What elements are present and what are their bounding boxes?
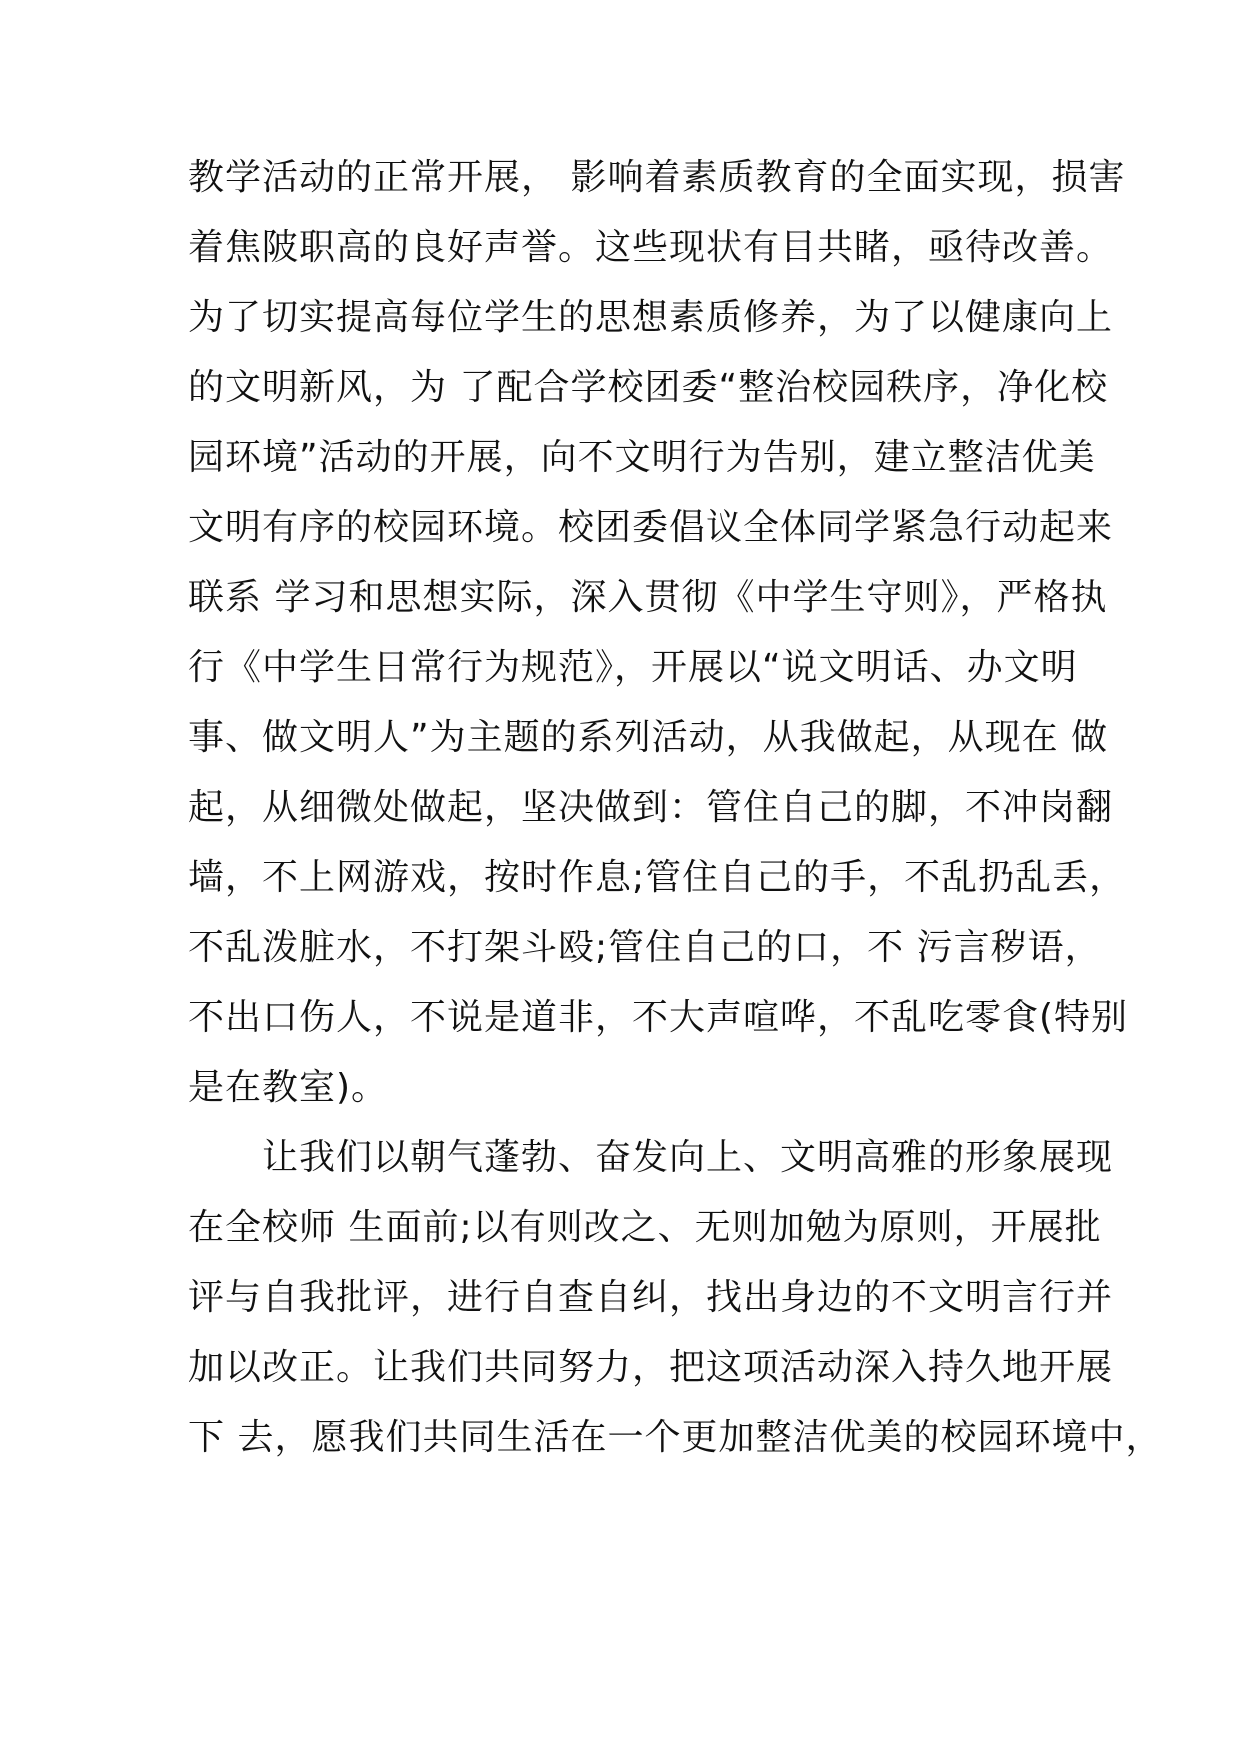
text-line: 着焦陂职高的良好声誉。这些现状有目共睹，亟待改善。	[188, 227, 1114, 268]
text-line: 联系 学习和思想实际，深入贯彻《中学生守则》，严格执	[188, 577, 1108, 618]
text-line: 教学活动的正常开展， 影响着素质教育的全面实现，损害	[188, 157, 1126, 198]
text-line: 不出口伤人，不说是道非，不大声喧哗，不乱吃零食(特别	[188, 997, 1129, 1038]
text-line: 园环境”活动的开展，向不文明行为告别，建立整洁优美	[188, 437, 1096, 478]
text-line: 的文明新风，为 了配合学校团委“整治校园秩序，净化校	[188, 367, 1109, 408]
text-line: 行《中学生日常行为规范》，开展以“说文明话、办文明	[188, 647, 1078, 688]
text-line: 为了切实提高每位学生的思想素质修养，为了以健康向上	[188, 297, 1114, 338]
text-line: 事、做文明人”为主题的系列活动，从我做起，从现在 做	[188, 717, 1109, 758]
text-line: 不乱泼脏水，不打架斗殴;管住自己的口，不 污言秽语，	[188, 927, 1102, 968]
text-line: 加以改正。让我们共同努力，把这项活动深入持久地开展	[188, 1347, 1114, 1388]
text-line: 墙，不上网游戏，按时作息;管住自己的手，不乱扔乱丢，	[188, 857, 1127, 898]
text-line: 下 去，愿我们共同生活在一个更加整洁优美的校园环境中，	[188, 1417, 1163, 1458]
text-line: 评与自我批评，进行自查自纠，找出身边的不文明言行并	[188, 1277, 1114, 1318]
text-line: 是在教室)。	[188, 1067, 389, 1108]
text-line: 在全校师 生面前;以有则改之、无则加勉为原则，开展批	[188, 1207, 1102, 1248]
text-line: 起，从细微处做起，坚决做到：管住自己的脚，不冲岗翻	[188, 787, 1114, 828]
text-line: 文明有序的校园环境。校团委倡议全体同学紧急行动起来	[188, 507, 1114, 548]
text-line: 让我们以朝气蓬勃、奋发向上、文明高雅的形象展现	[188, 1137, 1114, 1178]
